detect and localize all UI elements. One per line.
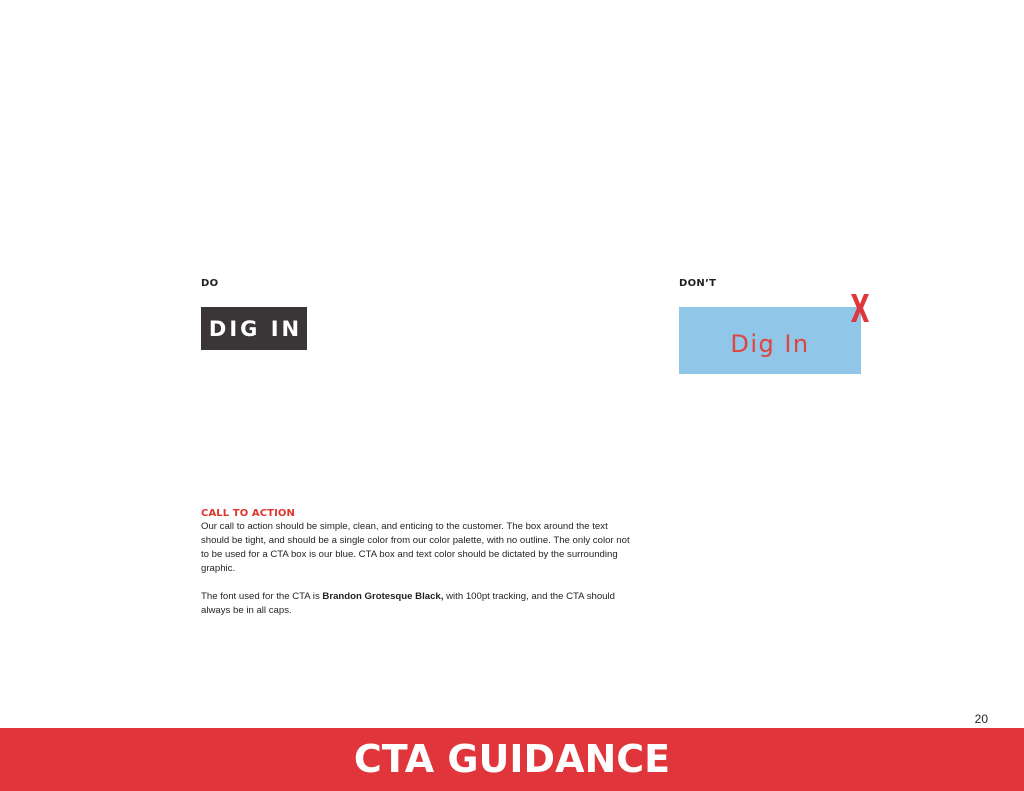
do-label: DO <box>201 278 219 289</box>
font-guidance-suffix: with 100pt tracking, and the CTA should always be in all caps. <box>201 591 615 616</box>
call-to-action-section <box>201 508 631 618</box>
page-title: CTA GUIDANCE <box>353 736 671 781</box>
cta-example-correct: DIG IN <box>201 307 307 350</box>
call-to-action-paragraph: Our call to action should be simple, clean, and enticing to the customer. The box around the text should be tight, and should be a single color from our color palette, with no outline. The only color not to be used for a CTA box is our blue. CTA box and text color should be dictated by the surrounding graphic. <box>201 521 630 574</box>
page-number: 20 <box>974 712 988 726</box>
dont-label: DON’T <box>679 278 717 289</box>
font-guidance-paragraph <box>201 590 631 618</box>
footer-bar <box>0 728 1024 791</box>
font-guidance-prefix: The font used for the CTA is <box>201 591 323 602</box>
cta-example-incorrect: Dig In <box>679 307 861 374</box>
x-mark-icon <box>850 292 870 324</box>
call-to-action-heading: CALL TO ACTION <box>201 508 295 519</box>
font-name: Brandon Grotesque Black, <box>322 591 444 602</box>
